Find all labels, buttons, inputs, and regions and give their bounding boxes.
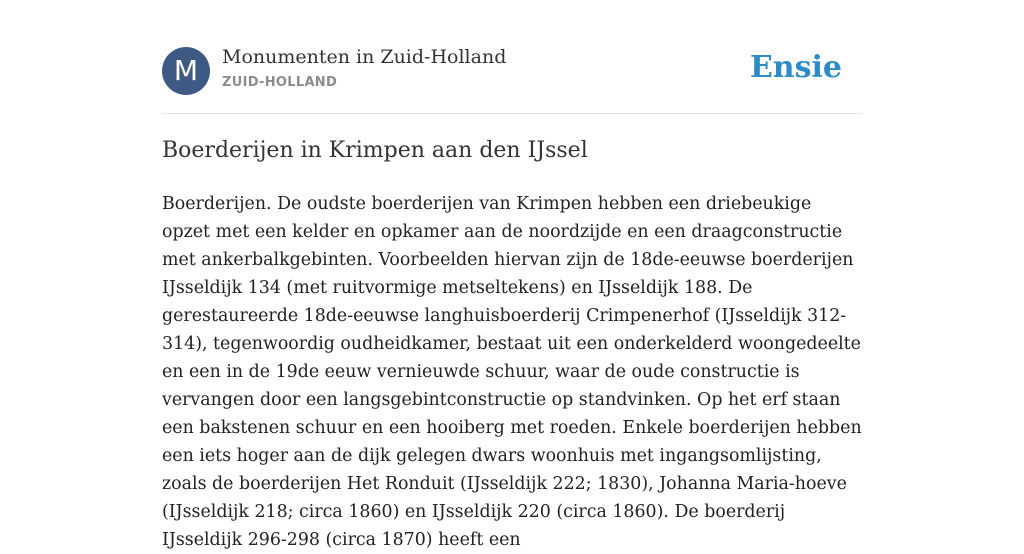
source-subtitle[interactable]: ZUID-HOLLAND — [222, 75, 338, 90]
avatar[interactable]: M — [162, 47, 210, 95]
article-title: Boerderijen in Krimpen aan den IJssel — [162, 138, 588, 163]
divider — [162, 113, 862, 114]
article-body: Boerderijen. De oudste boerderijen van Krimpen hebben een driebeukige opzet met een kelder en opkamer aan de noordzijde en een draagconstructie met ankerbalkgebinten. Voorbeelden hiervan zijn de 18de-eeuwse boerderijen IJsseldijk 134 (met ruitvormige metseltekens) en IJsseldijk 188. De gerestaureerde 18de-eeuwse langhuisboerderij Crimpenerhof (IJsseldijk 312-314), tegenwoordig oudheidkamer, bestaat uit een onderkelderd woongedeelte en een in de 19de eeuw vernieuwde schuur, waar de oude constructie is vervangen door een langsgebintconstructie op standvinken. Op het erf staan een bakstenen schuur en een hooiberg met roeden. Enkele boerderijen hebben een iets hoger aan de dijk gelegen dwars woonhuis met ingangsomlijsting, zoals de boerderijen Het Ronduit (IJsseldijk 222; 1830), Johanna Maria-hoeve (IJsseldijk 218; circa 1860) en IJsseldijk 220 (circa 1860). De boerderij IJsseldijk 296-298 (circa 1870) heeft een — [162, 194, 862, 550]
source-title[interactable]: Monumenten in Zuid-Holland — [222, 46, 507, 68]
brand-logo[interactable]: Ensie — [749, 50, 842, 85]
header — [162, 46, 862, 96]
